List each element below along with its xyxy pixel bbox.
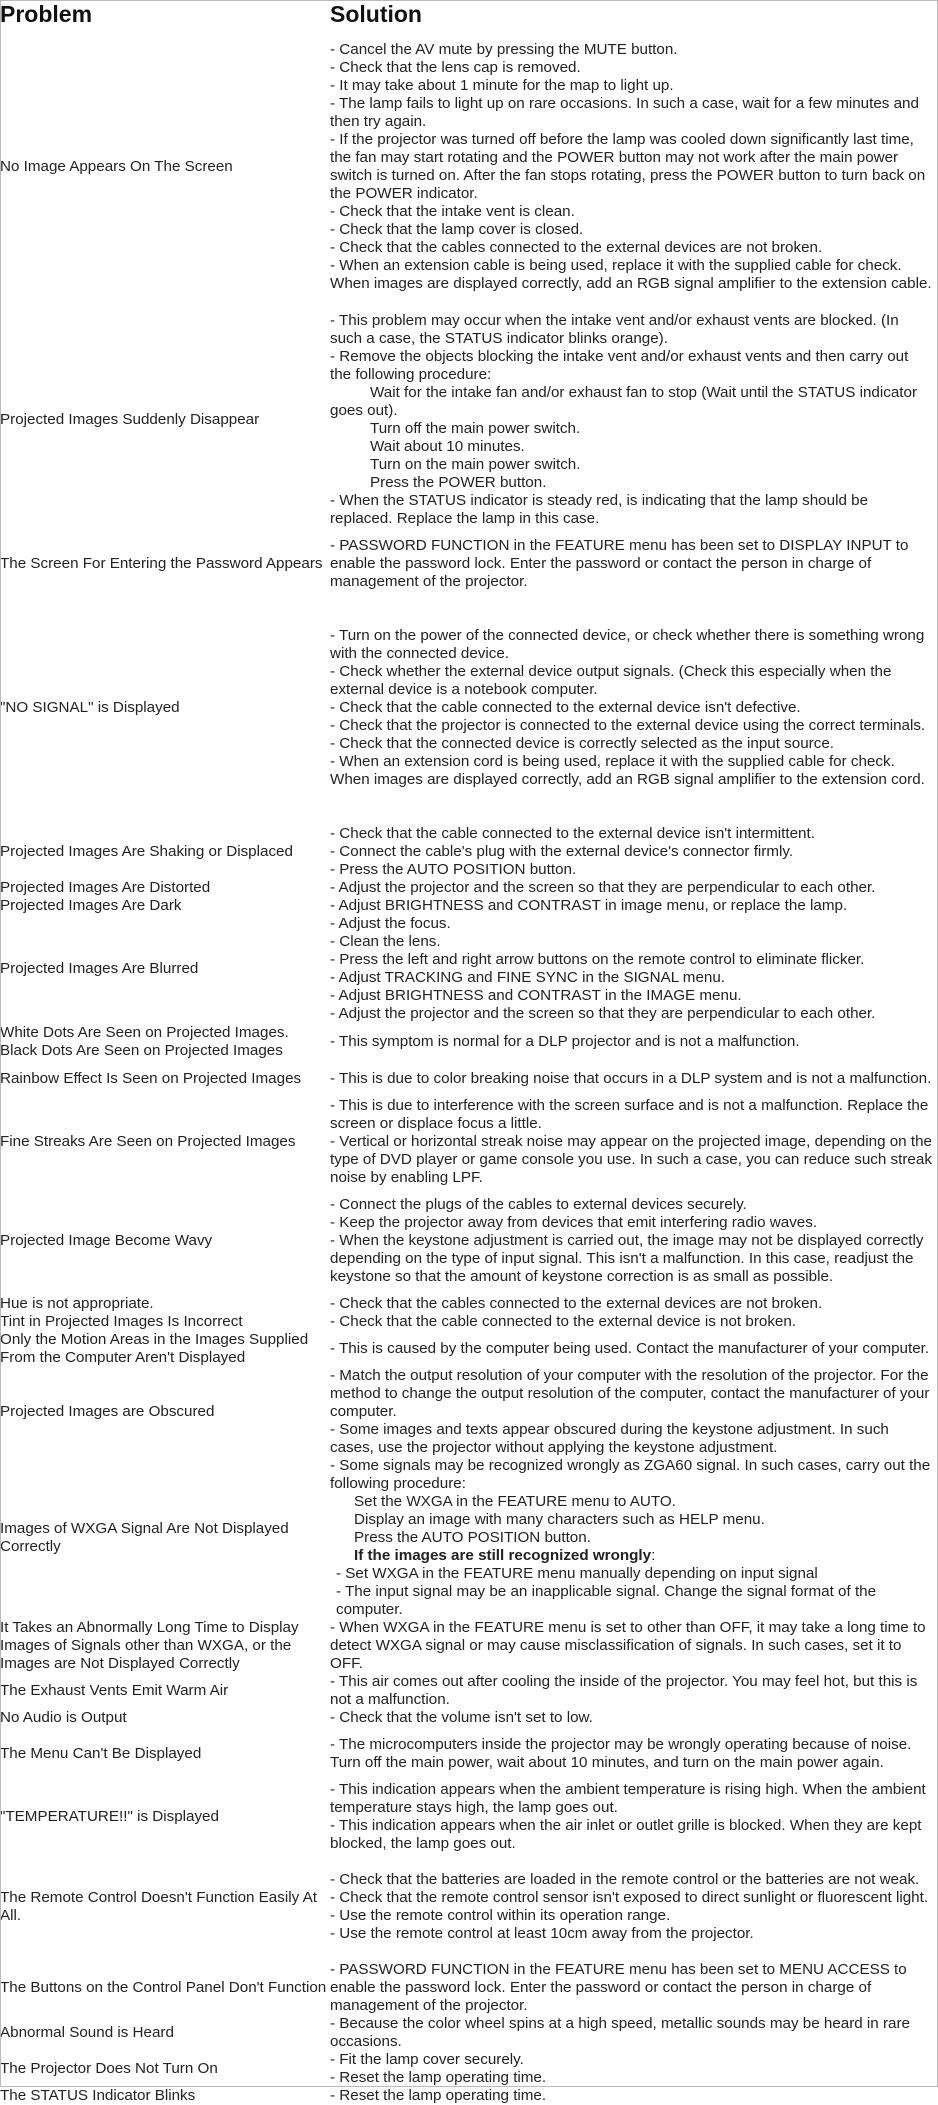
solution-line [330, 1781, 932, 1817]
solution-line [330, 717, 932, 735]
solution-text: - Press the left and right arrow buttons on the remote control to eliminate flicker. [330, 951, 865, 968]
problem-cell [0, 1709, 330, 1727]
solution-line [330, 933, 932, 951]
solution-text: - When the STATUS indicator is steady red, is indicating that the lamp should be replaced. Replace the lamp in this case. [330, 492, 869, 527]
solution-text: - Remove the objects blocking the intake vent and/or exhaust vents and then carry out the following procedure: [330, 348, 909, 383]
problem-cell [0, 1187, 330, 1295]
problem-cell [0, 1331, 330, 1367]
problem-cell [0, 1619, 330, 1673]
solution-cell [330, 1853, 938, 1961]
problem-cell [0, 1781, 330, 1853]
solution-line [330, 59, 932, 77]
solution-cell [330, 1673, 938, 1709]
problem-text: Projected Images are Obscured [0, 1403, 215, 1420]
table-row [0, 1853, 938, 1961]
solution-line [330, 77, 932, 95]
problem-cell [0, 915, 330, 1023]
problem-text: The Buttons on the Control Panel Don't Function [0, 1979, 327, 1996]
solution-line [330, 753, 932, 789]
solution-text: - Cancel the AV mute by pressing the MUTE button. [330, 40, 678, 58]
solution-cell [330, 1457, 938, 1619]
solution-line [330, 1547, 932, 1565]
problem-cell [0, 1457, 330, 1619]
table-row [0, 825, 938, 879]
solution-cell [330, 1961, 938, 2015]
solution-text: - Because the color wheel spins at a high speed, metallic sounds may be heard in rare occasions. [330, 2015, 910, 2050]
problem-cell [0, 1727, 330, 1781]
table-row [0, 879, 938, 897]
solution-line [330, 627, 932, 663]
table-row [0, 303, 938, 537]
solution-text: - When WXGA in the FEATURE menu is set to other than OFF, it may take a long time to detect WXGA signal or may cause misclassification of signals. In such cases, set it to OFF. [330, 1619, 926, 1672]
solution-text: - PASSWORD FUNCTION in the FEATURE menu has been set to MENU ACCESS to enable the password lock. Enter the password or contact the person in charge of management of the projector. [330, 1961, 907, 2014]
problem-text: The Remote Control Doesn't Function Easily At All. [0, 1889, 317, 1924]
table-row [0, 30, 938, 303]
table-row [0, 591, 938, 825]
solution-line [330, 2087, 932, 2105]
solution-text: - Adjust the focus. [330, 915, 451, 932]
table-row [0, 1709, 938, 1727]
solution-line [330, 1295, 932, 1313]
problem-cell [0, 2015, 330, 2051]
problem-cell [0, 2087, 330, 2105]
problem-text: The Screen For Entering the Password Appears [0, 555, 323, 572]
solution-line [330, 438, 932, 456]
solution-line [330, 1340, 932, 1358]
table-header-row [0, 0, 938, 30]
solution-text: Set the WXGA in the FEATURE menu to AUTO. [354, 1493, 676, 1510]
problem-text: Images of WXGA Signal Are Not Displayed Correctly [0, 1520, 289, 1555]
problem-cell [0, 1023, 330, 1061]
problem-cell [0, 825, 330, 879]
solution-cell [330, 30, 938, 303]
solution-text-tail: : [651, 1547, 656, 1564]
solution-line [330, 861, 932, 879]
solution-line [330, 2069, 932, 2087]
solution-line [330, 843, 932, 861]
solution-line [330, 879, 932, 897]
solution-text: - Adjust BRIGHTNESS and CONTRAST in the IMAGE menu. [330, 987, 742, 1004]
solution-line [330, 1529, 932, 1547]
solution-line [330, 420, 932, 438]
problem-text: It Takes an Abnormally Long Time to Display Images of Signals other than WXGA, or the Images are Not Displayed Correctly [0, 1619, 299, 1672]
solution-text: - Press the AUTO POSITION button. [330, 861, 577, 878]
solution-line [330, 1457, 932, 1493]
problem-text: Projected Images Are Blurred [0, 960, 199, 977]
solution-cell [330, 1295, 938, 1313]
solution-line [330, 257, 932, 293]
solution-line [330, 1493, 932, 1511]
problem-cell [0, 1367, 330, 1457]
solution-text: If the images are still recognized wrongly [354, 1547, 652, 1564]
solution-cell [330, 879, 938, 897]
problem-cell [0, 1061, 330, 1097]
problem-cell [0, 30, 330, 303]
solution-line [330, 1232, 932, 1286]
problem-text: No Audio is Output [0, 1709, 127, 1726]
solution-line [330, 474, 932, 492]
solution-line [330, 1196, 932, 1214]
solution-text: - Keep the projector away from devices that emit interfering radio waves. [330, 1214, 818, 1231]
table-body [0, 30, 938, 2105]
solution-cell [330, 1331, 938, 1367]
solution-line [330, 1961, 932, 2015]
solution-text: Press the POWER button. [370, 474, 547, 491]
solution-text: - Check that the cables connected to the external devices are not broken. [330, 238, 823, 256]
solution-line [330, 537, 932, 591]
table-row [0, 2015, 938, 2051]
solution-text: - Adjust BRIGHTNESS and CONTRAST in image menu, or replace the lamp. [330, 897, 848, 914]
solution-line [330, 1565, 932, 1583]
solution-line [330, 825, 932, 843]
solution-text: - Check that the batteries are loaded in the remote control or the batteries are not weak. [330, 1871, 920, 1888]
solution-text: - Check that the intake vent is clean. [330, 202, 575, 220]
problem-text: The Menu Can't Be Displayed [0, 1745, 202, 1762]
solution-line [330, 897, 932, 915]
solution-text: - If the projector was turned off before the lamp was cooled down significantly last time, the fan may start rotating and the POWER button may not work after the main power switch is turned on. After the fan stops rotating, press the POWER button to turn back on the POWER indicator. [330, 130, 926, 202]
solution-line [330, 951, 932, 969]
solution-line [330, 1583, 932, 1619]
solution-text: - Turn on the power of the connected device, or check whether there is something wrong with the connected device. [330, 627, 925, 662]
solution-line [330, 1871, 932, 1889]
solution-cell [330, 1061, 938, 1097]
solution-text: Turn off the main power switch. [370, 420, 581, 437]
solution-line [330, 2051, 932, 2069]
problem-cell [0, 879, 330, 897]
solution-text: - Use the remote control at least 10cm away from the projector. [330, 1925, 754, 1942]
solution-cell [330, 537, 938, 591]
solution-line [330, 1889, 932, 1907]
solution-line [330, 312, 932, 348]
solution-text: Turn on the main power switch. [370, 456, 581, 473]
solution-line [330, 221, 932, 239]
solution-line [330, 735, 932, 753]
solution-line [330, 1925, 932, 1943]
solution-cell [330, 915, 938, 1023]
problem-cell [0, 1295, 330, 1313]
solution-line [330, 915, 932, 933]
solution-line [330, 987, 932, 1005]
solution-line [330, 1421, 932, 1457]
problem-text: Projected Images Are Shaking or Displaced [0, 843, 293, 860]
solution-text: - Some signals may be recognized wrongly as ZGA60 signal. In such cases, carry out the following procedure: [330, 1457, 931, 1492]
solution-text: - This air comes out after cooling the inside of the projector. You may feel hot, but this is not a malfunction. [330, 1673, 918, 1708]
solution-cell [330, 2015, 938, 2051]
solution-text: - Use the remote control within its operation range. [330, 1907, 671, 1924]
solution-line [330, 203, 932, 221]
solution-cell [330, 1367, 938, 1457]
solution-text: - The microcomputers inside the projector may be wrongly operating because of noise. Turn off the main power, wait about 10 minutes, and turn on the main power again. [330, 1736, 912, 1771]
solution-text: - Check that the lamp cover is closed. [330, 220, 584, 238]
problem-cell [0, 2051, 330, 2087]
problem-text: Hue is not appropriate. [0, 1295, 154, 1312]
solution-text: - It may take about 1 minute for the map to light up. [330, 76, 674, 94]
table-row [0, 897, 938, 915]
solution-line [330, 1313, 932, 1331]
solution-text: - This is caused by the computer being used. Contact the manufacturer of your computer. [330, 1340, 930, 1357]
solution-text: - This symptom is normal for a DLP projector and is not a malfunction. [330, 1033, 800, 1050]
solution-text: Press the AUTO POSITION button. [354, 1529, 591, 1546]
solution-text: - Connect the cable's plug with the external device's connector firmly. [330, 843, 794, 860]
table-row [0, 1023, 938, 1061]
table-row [0, 1295, 938, 1313]
solution-text: Display an image with many characters such as HELP menu. [354, 1511, 765, 1528]
solution-cell [330, 1313, 938, 1331]
solution-line [330, 384, 932, 420]
solution-text: - Fit the lamp cover securely. [330, 2051, 524, 2068]
solution-line [330, 1511, 932, 1529]
solution-line [330, 1214, 932, 1232]
solution-text: - This is due to color breaking noise that occurs in a DLP system and is not a malfunction. [330, 1070, 932, 1087]
solution-cell [330, 897, 938, 915]
solution-text: - Check that the cable connected to the external device isn't defective. [330, 699, 801, 716]
problem-cell [0, 537, 330, 591]
solution-text: - This problem may occur when the intake vent and/or exhaust vents are blocked. (In such a case, the STATUS indicator blinks orange). [330, 312, 899, 347]
solution-text: - Check that the projector is connected to the external device using the correct terminals. [330, 717, 926, 734]
problem-text: Projected Images Are Distorted [0, 879, 211, 896]
solution-line [330, 1673, 932, 1709]
solution-line [330, 95, 932, 131]
problem-cell [0, 1961, 330, 2015]
table-row [0, 1619, 938, 1673]
solution-line [330, 131, 932, 203]
solution-line [330, 1736, 932, 1772]
solution-text: - The lamp fails to light up on rare occasions. In such a case, wait for a few minutes and then try again. [330, 94, 919, 130]
problem-text: The Exhaust Vents Emit Warm Air [0, 1682, 229, 1699]
solution-cell [330, 1727, 938, 1781]
solution-cell [330, 1781, 938, 1853]
table-row [0, 2087, 938, 2105]
solution-text: - Reset the lamp operating time. [330, 2069, 547, 2086]
problem-text: Only the Motion Areas in the Images Supplied From the Computer Aren't Displayed [0, 1331, 309, 1366]
table-row [0, 1727, 938, 1781]
solution-cell [330, 591, 938, 825]
solution-cell [330, 1619, 938, 1673]
table-row [0, 1673, 938, 1709]
problem-cell [0, 897, 330, 915]
solution-text: - Check whether the external device output signals. (Check this especially when the external device is a notebook computer. [330, 663, 892, 698]
solution-line [330, 1619, 932, 1673]
problem-header: Problem [0, 1, 93, 27]
solution-cell [330, 1709, 938, 1727]
problem-text: The STATUS Indicator Blinks [0, 2087, 196, 2104]
solution-line [330, 699, 932, 717]
solution-text: - This is due to interference with the screen surface and is not a malfunction. Replace the screen or displace focus a little. [330, 1097, 929, 1132]
solution-text: - Vertical or horizontal streak noise may appear on the projected image, depending on the type of DVD player or game console you use. In such a case, you can reduce such streak noise by enabling LPF. [330, 1133, 932, 1186]
solution-text: - Clean the lens. [330, 933, 441, 950]
solution-text: - PASSWORD FUNCTION in the FEATURE menu has been set to DISPLAY INPUT to enable the password lock. Enter the password or contact the person in charge of management of the projector. [330, 537, 909, 590]
problem-text: "TEMPERATURE!!" is Displayed [0, 1808, 219, 1825]
solution-text: - This indication appears when the air inlet or outlet grille is blocked. When they are kept blocked, the lamp goes out. [330, 1817, 922, 1852]
problem-text: Projected Images Suddenly Disappear [0, 411, 260, 428]
problem-cell [0, 303, 330, 537]
solution-line [330, 1817, 932, 1853]
solution-text: - Adjust the projector and the screen so that they are perpendicular to each other. [330, 879, 876, 896]
solution-cell [330, 303, 938, 537]
solution-text: - Some images and texts appear obscured during the keystone adjustment. In such cases, use the projector without applying the keystone adjustment. [330, 1421, 889, 1456]
solution-line [330, 492, 932, 528]
solution-line [330, 1133, 932, 1187]
problem-text: Tint in Projected Images Is Incorrect [0, 1313, 243, 1330]
solution-line [330, 1070, 932, 1088]
problem-text: The Projector Does Not Turn On [0, 2060, 218, 2077]
solution-text: - When an extension cable is being used, replace it with the supplied cable for check. When images are displayed correctly, add an RGB signal amplifier to the extension cable. [330, 256, 932, 292]
solution-text: - Check that the cables connected to the external devices are not broken. [330, 1295, 823, 1312]
solution-cell [330, 1187, 938, 1295]
solution-text: - When an extension cord is being used, replace it with the supplied cable for check. When images are displayed correctly, add an RGB signal amplifier to the extension cord. [330, 753, 925, 788]
solution-text: - Adjust TRACKING and FINE SYNC in the SIGNAL menu. [330, 969, 726, 986]
table-row [0, 537, 938, 591]
problem-text: Rainbow Effect Is Seen on Projected Images [0, 1070, 302, 1087]
solution-text: - Check that the volume isn't set to low. [330, 1709, 593, 1726]
solution-line [330, 456, 932, 474]
problem-cell [0, 1673, 330, 1709]
solution-text: - Adjust the projector and the screen so that they are perpendicular to each other. [330, 1005, 876, 1022]
table-row [0, 1313, 938, 1331]
table-row [0, 915, 938, 1023]
solution-line [330, 1367, 932, 1421]
solution-line [330, 1709, 932, 1727]
solution-text: - Check that the cable connected to the external device isn't intermittent. [330, 825, 815, 842]
solution-text: - When the keystone adjustment is carried out, the image may not be displayed correctly depending on the type of input signal. This isn't a malfunction. In this case, readjust the keystone so that the amount of keystone correction is as small as possible. [330, 1232, 924, 1285]
solution-cell [330, 825, 938, 879]
problem-text: Projected Images Are Dark [0, 897, 182, 914]
solution-line [330, 1097, 932, 1133]
solution-text: - Check that the remote control sensor isn't exposed to direct sunlight or fluorescent light. [330, 1889, 929, 1906]
problem-text: White Dots Are Seen on Projected Images. [0, 1024, 289, 1041]
solution-line [330, 2015, 932, 2051]
solution-text: - Match the output resolution of your computer with the resolution of the projector. For the method to change the output resolution of the computer, contact the manufacturer of your computer. [330, 1367, 930, 1420]
table-row [0, 1187, 938, 1295]
solution-line [330, 348, 932, 384]
table-row [0, 1061, 938, 1097]
problem-text: Abnormal Sound is Heard [0, 2024, 174, 2041]
solution-text: Wait about 10 minutes. [370, 438, 525, 455]
table-row [0, 1367, 938, 1457]
problem-text: "NO SIGNAL" is Displayed [0, 699, 180, 716]
problem-text: Fine Streaks Are Seen on Projected Images [0, 1133, 296, 1150]
solution-text: - Reset the lamp operating time. [330, 2087, 547, 2104]
solution-line [330, 1907, 932, 1925]
solution-text: - Check that the lens cap is removed. [330, 58, 581, 76]
solution-text: - Connect the plugs of the cables to external devices securely. [330, 1196, 747, 1213]
solution-text: - Check that the cable connected to the external device is not broken. [330, 1313, 797, 1330]
solution-text: - Set WXGA in the FEATURE menu manually depending on input signal [336, 1565, 818, 1582]
problem-text: Black Dots Are Seen on Projected Images [0, 1042, 283, 1059]
solution-cell [330, 2087, 938, 2105]
table-row [0, 1781, 938, 1853]
solution-line [330, 239, 932, 257]
solution-cell [330, 1023, 938, 1061]
solution-line [330, 969, 932, 987]
solution-header: Solution [330, 1, 422, 27]
problem-text: Projected Image Become Wavy [0, 1232, 213, 1249]
problem-cell [0, 1313, 330, 1331]
table-row [0, 1097, 938, 1187]
problem-cell [0, 1853, 330, 1961]
problem-cell [0, 591, 330, 825]
solution-cell [330, 1097, 938, 1187]
solution-text: - Check that the connected device is correctly selected as the input source. [330, 735, 834, 752]
solution-cell [330, 2051, 938, 2087]
table-row [0, 1457, 938, 1619]
solution-text: - This indication appears when the ambient temperature is rising high. When the ambient temperature stays high, the lamp goes out. [330, 1781, 926, 1816]
solution-line [330, 1005, 932, 1023]
solution-text: Wait for the intake fan and/or exhaust fan to stop (Wait until the STATUS indicator goes out). [330, 384, 918, 419]
table-row [0, 2051, 938, 2087]
solution-line [330, 1033, 932, 1051]
problem-cell [0, 1097, 330, 1187]
table-row [0, 1331, 938, 1367]
solution-text: - The input signal may be an inapplicable signal. Change the signal format of the computer. [336, 1583, 877, 1618]
solution-line [330, 41, 932, 59]
solution-line [330, 663, 932, 699]
table-row [0, 1961, 938, 2015]
problem-text: No Image Appears On The Screen [0, 157, 233, 175]
